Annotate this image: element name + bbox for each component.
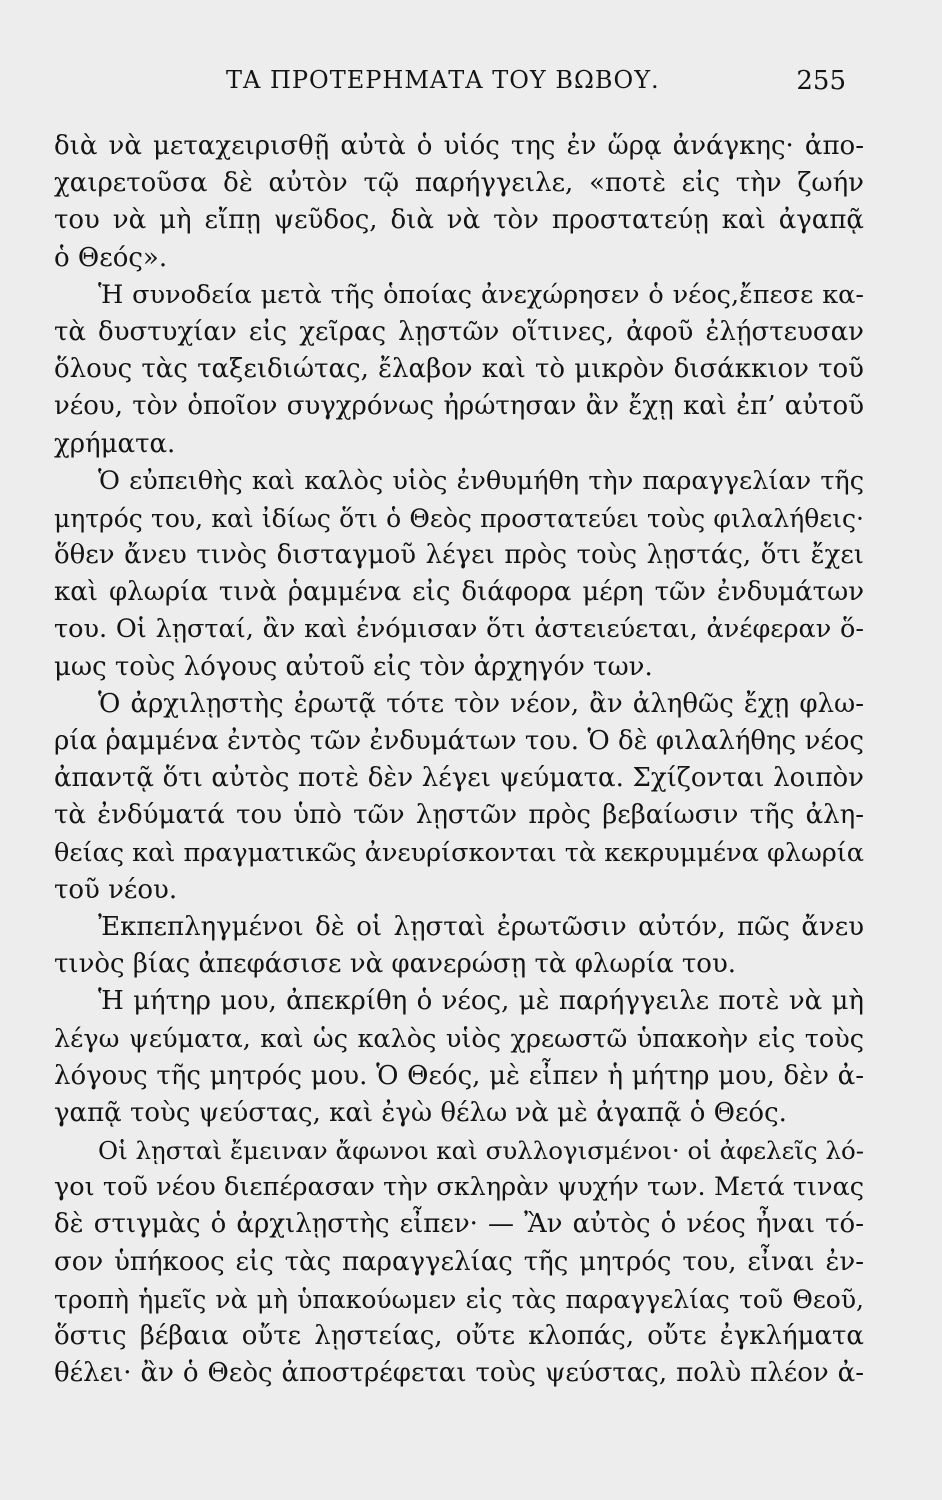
text-line: διὰ νὰ μεταχειρισθῇ αὐτὰ ὁ υἱός της ἐν ὥρᾳ ἀνάγκης· ἀπο- [54, 131, 864, 161]
text-line: χρήματα. [54, 428, 176, 459]
text-line: ὅστις βέβαια οὔτε λῃστείας, οὔτε κλοπάς, οὔτε ἐγκλήματα [54, 1321, 864, 1351]
body-text [54, 128, 864, 1392]
text-line: Ὁ εὐπειθὴς καὶ καλὸς υἱὸς ἐνθυμήθη τὴν παραγγελίαν τῆς [98, 465, 864, 496]
text-line: Ἡ συνοδεία μετὰ τῆς ὁποίας ἀνεχώρησεν ὁ νέος,ἔπεσε κα- [98, 279, 864, 310]
text-line: τροπὴ ἡμεῖς νὰ μὴ ὑπακούωμεν εἰς τὰς παραγγελίας τοῦ Θεοῦ, [54, 1284, 864, 1314]
text-line: μως τοὺς λόγους αὐτοῦ εἰς τὸν ἀρχηγόν των. [54, 651, 653, 682]
text-line: ὅθεν ἄνευ τινὸς δισταγμοῦ λέγει πρὸς τοὺς λῃστάς, ὅτι ἔχει [54, 540, 864, 571]
page-header [62, 66, 852, 106]
text-line: ἀπαντᾷ ὅτι αὐτὸς ποτὲ δὲν λέγει ψεύματα. Σχίζονται λοιπὸν [54, 763, 864, 794]
text-line: καὶ φλωρία τινὰ ῥαμμένα εἰς διάφορα μέρη τῶν ἐνδυμάτων [54, 577, 864, 608]
text-line: ρία ῥαμμένα ἐντὸς τῶν ἐνδυμάτων του. Ὁ δὲ φιλαλήθης νέος [54, 726, 864, 756]
text-line: ὅλους τὰς ταξειδιώτας, ἔλαβον καὶ τὸ μικρὸν δισάκκιον τοῦ [54, 354, 864, 385]
text-line: γοι τοῦ νέου διεπέρασαν τὴν σκληρὰν ψυχήν των. Μετά τινας [54, 1172, 864, 1203]
text-line: νέου, τὸν ὁποῖον συγχρόνως ἠρώτησαν ἂν ἔχῃ καὶ ἐπ’ αὐτοῦ [54, 391, 864, 422]
running-title: ΤΑ ΠΡΟΤΕΡΗΜΑΤΑ ΤΟΥ ΒΩΒΟΥ. [226, 66, 660, 94]
text-line: ὁ Θεός». [54, 242, 168, 273]
text-line: γαπᾷ τοὺς ψεύστας, καὶ ἐγὼ θέλω νὰ μὲ ἀγαπᾷ ὁ Θεός. [54, 1097, 787, 1128]
text-line: σον ὑπήκοος εἰς τὰς παραγγελίας τῆς μητρός του, εἶναι ἐν- [54, 1246, 864, 1277]
text-line: Ὁ ἀρχιλῃστὴς ἐρωτᾷ τότε τὸν νέον, ἂν ἀληθῶς ἔχῃ φλω- [98, 688, 864, 719]
text-line: θείας καὶ πραγματικῶς ἀνευρίσκονται τὰ κεκρυμμένα φλωρία [54, 837, 864, 868]
text-line: χαιρετοῦσα δὲ αὐτὸν τῷ παρήγγειλε, «ποτὲ εἰς τὴν ζωήν [54, 168, 864, 199]
text-line: Ἡ μήτηρ μου, ἀπεκρίθη ὁ νέος, μὲ παρήγγειλε ποτὲ νὰ μὴ [98, 986, 864, 1017]
text-line: δὲ στιγμὰς ὁ ἀρχιλῃστὴς εἶπεν· — Ἂν αὐτὸς ὁ νέος ἦναι τό- [54, 1209, 864, 1240]
text-line: τοῦ νέου. [54, 874, 178, 905]
text-line: μητρός του, καὶ ἰδίως ὅτι ὁ Θεὸς προστατεύει τοὺς φιλαλήθεις· [54, 503, 864, 533]
text-line: θέλει· ἂν ὁ Θεὸς ἀποστρέφεται τοὺς ψεύστας, πολὺ πλέον ἀ- [54, 1358, 864, 1389]
text-line: λέγω ψεύματα, καὶ ὡς καλὸς υἱὸς χρεωστῶ ὑπακοὴν εἰς τοὺς [54, 1023, 864, 1054]
text-line: λόγους τῆς μητρός μου. Ὁ Θεός, μὲ εἶπεν ἡ μήτηρ μου, δὲν ἀ- [54, 1060, 864, 1091]
text-line: τινὸς βίας ἀπεφάσισε νὰ φανερώσῃ τὰ φλωρία του. [54, 949, 737, 980]
text-line: του νὰ μὴ εἴπῃ ψεῦδος, διὰ νὰ τὸν προστατεύῃ καὶ ἀγαπᾷ [54, 205, 864, 236]
text-line: Οἱ λῃσταὶ ἔμειναν ἄφωνοι καὶ συλλογισμένοι· οἱ ἀφελεῖς λό- [98, 1136, 864, 1166]
text-line: τὰ ἐνδύματά του ὑπὸ τῶν λῃστῶν πρὸς βεβαίωσιν τῆς ἀλη- [54, 800, 864, 831]
text-line: τὰ δυστυχίαν εἰς χεῖρας λῃστῶν οἵτινες, ἀφοῦ ἐλῄστευσαν [54, 316, 864, 347]
page-number: 255 [796, 66, 846, 96]
text-line: Ἐκπεπληγμένοι δὲ οἱ λῃσταὶ ἐρωτῶσιν αὐτόν, πῶς ἄνευ [98, 911, 864, 942]
text-line: του. Οἱ λῃσταί, ἂν καὶ ἐνόμισαν ὅτι ἀστειεύεται, ἀνέφεραν ὅ- [54, 614, 864, 645]
